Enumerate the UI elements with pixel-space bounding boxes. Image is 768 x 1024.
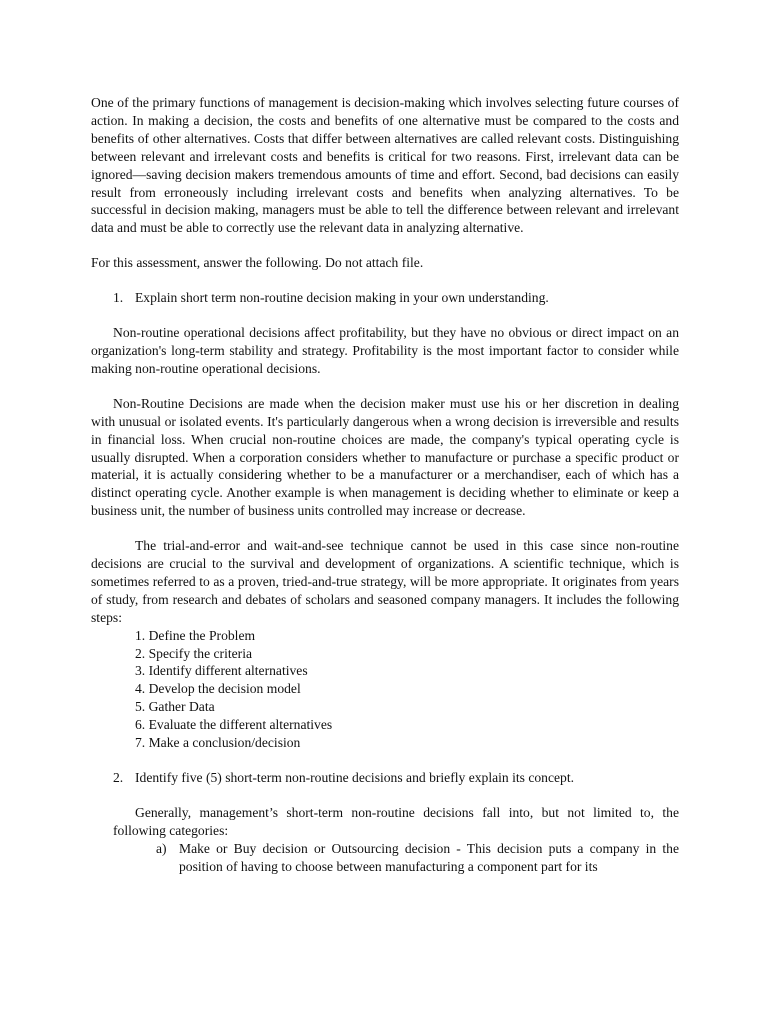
question-number: 2. bbox=[113, 770, 124, 785]
list-item: 4. Develop the decision model bbox=[135, 681, 301, 697]
answer1-paragraph-2: Non-Routine Decisions are made when the decision maker must use his or her discretion in dealing with unusual or isolated events. It's particularly dangerous when a wrong decision is irreversible and results in financial loss. When crucial non-routine choices are made, the company's typical operating cycle is usually disrupted. When a corporation considers whether to manufacture or purchase a specific product or material, it is actually considering whether to be a manufacturer or a merchandiser, each of which has a distinct operating cycle. Another example is when management is deciding whether to eliminate or keep a business unit, the number of business units controlled may increase or decrease. bbox=[91, 395, 679, 519]
question-text: Explain short term non-routine decision making in your own understanding. bbox=[135, 290, 549, 306]
answer1-paragraph-3: The trial-and-error and wait-and-see technique cannot be used in this case since non-routine decisions are crucial to the survival and development of organizations. A scientific technique, which is sometimes referred to as a proven, tried-and-true strategy, will be more appropriate. It originates from years of study, from research and debates of scholars and seasoned company managers. It includes the following steps: bbox=[91, 538, 679, 625]
question-number: 1. bbox=[113, 290, 124, 306]
answer1-paragraph-1: Non-routine operational decisions affect profitability, but they have no obvious or direct impact on an organization's long-term stability and strategy. Profitability is the most important factor to consider while making non-routine operational decisions. bbox=[91, 325, 679, 376]
list-item: 7. Make a conclusion/decision bbox=[135, 735, 301, 751]
decision-steps-list bbox=[91, 627, 679, 752]
question-1 bbox=[91, 289, 679, 307]
list-item: 5. Gather Data bbox=[135, 699, 215, 715]
intro-paragraph: One of the primary functions of management is decision-making which involves selecting future courses of action. In making a decision, the costs and benefits of one alternative must be compared to the costs and benefits of other alternatives. Costs that differ between alternatives are called relevant costs. Distinguishing between relevant and irrelevant costs and benefits is critical for two reasons. First, irrelevant data can be ignored—saving decision makers tremendous amounts of time and effort. Second, bad decisions can easily result from erroneously including irrelevant costs and benefits when analyzing alternatives. To be successful in decision making, managers must be able to tell the difference between relevant and irrelevant data and must be able to correctly use the relevant data in analyzing alternative. bbox=[91, 95, 679, 236]
list-item: 1. Define the Problem bbox=[135, 627, 256, 643]
answer2-intro: Generally, management’s short-term non-routine decisions fall into, but not limited to, the following categories: bbox=[113, 804, 679, 838]
list-item: 3. Identify different alternatives bbox=[135, 663, 308, 679]
category-text: Make or Buy decision or Outsourcing decision - This decision puts a company in the position of having to choose between manufacturing a component part for its bbox=[179, 840, 679, 874]
decision-categories-list bbox=[91, 840, 679, 876]
assessment-instruction: For this assessment, answer the following. Do not attach file. bbox=[91, 255, 424, 271]
question-2 bbox=[91, 769, 679, 787]
list-item: 6. Evaluate the different alternatives bbox=[135, 717, 333, 733]
document-page bbox=[91, 94, 679, 876]
list-marker: a) bbox=[156, 840, 167, 856]
list-item bbox=[91, 840, 679, 876]
question-text: Identify five (5) short-term non-routine decisions and briefly explain its concept. bbox=[135, 770, 575, 785]
list-item: 2. Specify the criteria bbox=[135, 645, 253, 661]
